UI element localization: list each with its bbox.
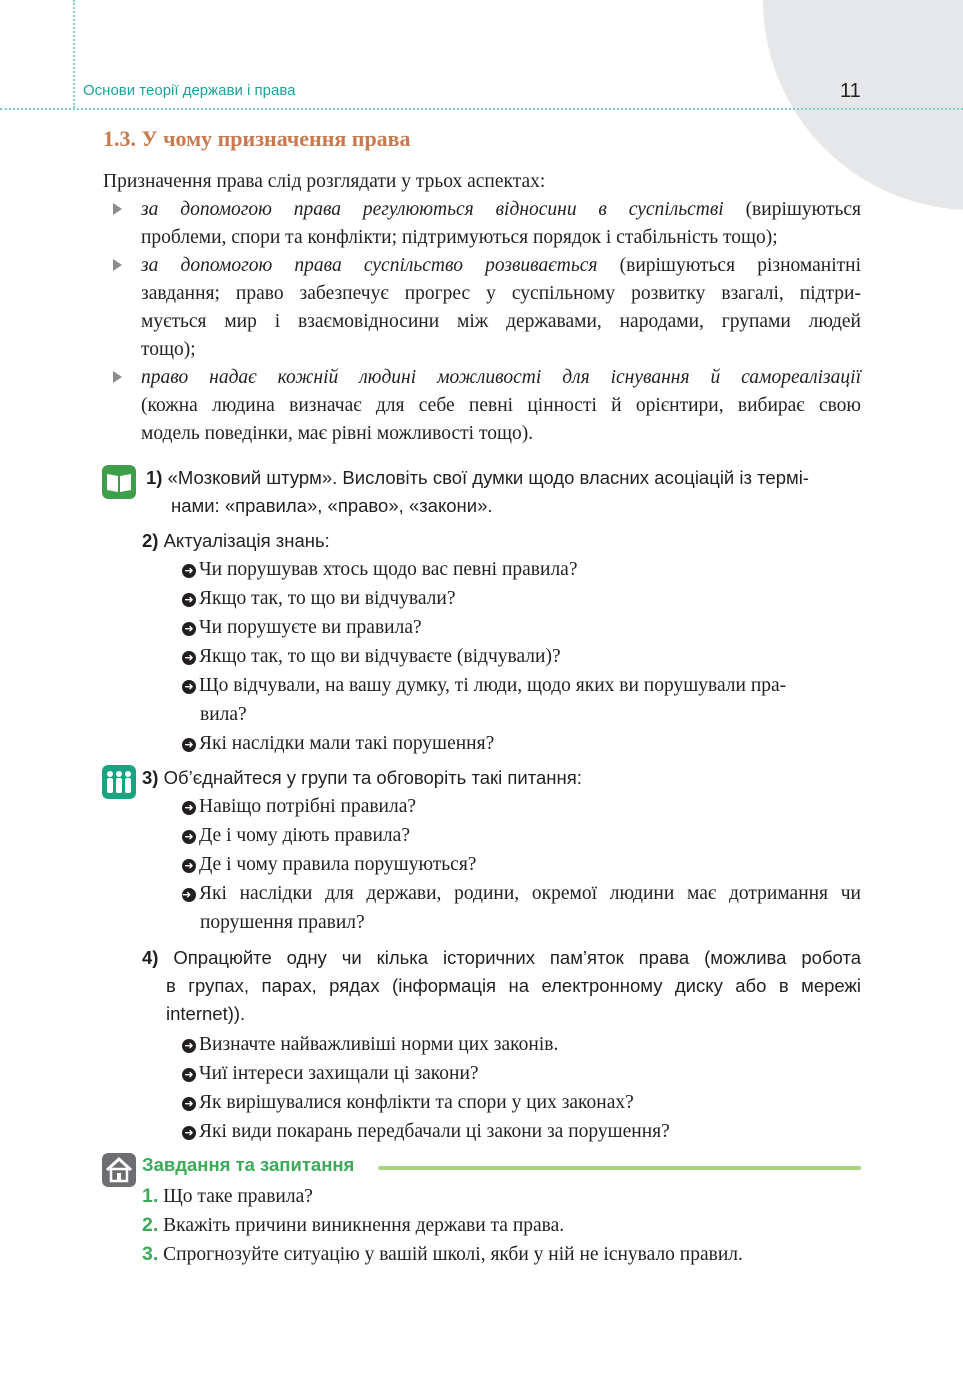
questions-title: Завдання та запитання	[142, 1154, 355, 1175]
circle-arrow-icon: ➜	[182, 651, 196, 665]
bullet-2-line-3: мується мир і взаємовідносини між державами, народами, групами людей	[141, 311, 861, 332]
task-2-q5: ➜ Що відчували, на вашу думку, ті люди, щодо яких ви порушували пра-	[182, 672, 786, 700]
task-4-line-1: 4) Опрацюйте одну чи кілька історичних пам’яток права (можлива робота	[142, 947, 861, 968]
task-4-line-3: internet)).	[166, 1003, 246, 1024]
circle-arrow-icon: ➜	[182, 1097, 196, 1111]
circle-arrow-icon: ➜	[182, 1039, 196, 1053]
task-2-heading: 2) Актуалізація знань:	[142, 530, 330, 551]
margin-guide	[73, 0, 75, 108]
bullet-triangle-icon	[113, 371, 122, 383]
bullet-3-line-3: модель поведінки, має рівні можливості тощо).	[141, 423, 534, 444]
bullet-2-line-1: за допомогою права суспільство розвивається (вирішуються різноманітні	[141, 255, 861, 276]
task-2-q4: ➜ Якщо так, то що ви відчуваєте (відчували)?	[182, 643, 561, 671]
bullet-1-line-1: за допомогою права регулюються відносини в суспільстві (вирішуються	[141, 199, 861, 220]
task-2-q2: ➜ Якщо так, то що ви відчували?	[182, 585, 456, 613]
task-4-q2: ➜ Чиї інтереси захищали ці закони?	[182, 1060, 479, 1088]
question-3: 3. Спрогнозуйте ситуацію у вашій школі, якби у ній не існувало правил.	[142, 1243, 743, 1265]
task-2-q3: ➜ Чи порушуєте ви правила?	[182, 614, 422, 642]
running-title: Основи теорії держави і права	[83, 82, 296, 99]
task-3-q4: ➜ Які наслідки для держави, родини, окремої людини має дотримання чи	[182, 883, 861, 904]
task-3-q4-cont: порушення правил?	[200, 912, 365, 933]
task-3-q1: ➜ Навіщо потрібні правила?	[182, 793, 416, 821]
circle-arrow-icon: ➜	[182, 593, 196, 607]
circle-arrow-icon: ➜	[182, 830, 196, 844]
section-title: 1.3. У чому призначення права	[103, 126, 411, 151]
task-3-q3: ➜ Де і чому правила порушуються?	[182, 851, 476, 879]
question-2: 2. Вкажіть причини виникнення держави та права.	[142, 1214, 565, 1236]
circle-arrow-icon: ➜	[182, 1068, 196, 1082]
task-3-heading: 3) Об’єднайтеся у групи та обговоріть такі питання:	[142, 767, 582, 788]
bullet-triangle-icon	[113, 203, 122, 215]
circle-arrow-icon: ➜	[182, 859, 196, 873]
task-1-line-1: 1) «Мозковий штурм». Висловіть свої думки щодо власних асоціацій із термі-	[146, 467, 809, 488]
bullet-2-line-4: тощо);	[141, 339, 196, 360]
circle-arrow-icon: ➜	[182, 738, 196, 752]
page-number: 11	[840, 80, 861, 102]
bullet-1-line-2: проблеми, спори та конфлікти; підтримуються порядок і стабільність тощо);	[141, 227, 778, 248]
task-2-q1: ➜ Чи порушував хтось щодо вас певні правила?	[182, 556, 578, 584]
question-1: 1. Що таке правила?	[142, 1185, 313, 1207]
task-3-q2: ➜ Де і чому діють правила?	[182, 822, 410, 850]
task-4-q3: ➜ Як вирішувалися конфлікти та спори у цих законах?	[182, 1089, 634, 1117]
circle-arrow-icon: ➜	[182, 1126, 196, 1140]
circle-arrow-icon: ➜	[182, 680, 196, 694]
home-icon	[102, 1153, 136, 1187]
corner-decoration	[763, 0, 963, 210]
open-book-icon	[102, 465, 136, 499]
bullet-3-line-1: право надає кожній людині можливості для існування й самореалізації	[141, 367, 861, 388]
task-4-q1: ➜ Визначте найважливіші норми цих законів.	[182, 1031, 558, 1059]
intro-text: Призначення права слід розглядати у трьох аспектах:	[103, 171, 546, 192]
task-2-q5-cont: вила?	[200, 704, 247, 725]
task-2-q6: ➜ Які наслідки мали такі порушення?	[182, 730, 494, 758]
questions-title-rule	[378, 1166, 861, 1170]
task-4-line-2: в групах, парах, рядах (інформація на електронному диску або в мережі	[166, 975, 861, 996]
circle-arrow-icon: ➜	[182, 801, 196, 815]
circle-arrow-icon: ➜	[182, 564, 196, 578]
group-people-icon	[102, 765, 136, 799]
bullet-triangle-icon	[113, 259, 122, 271]
header-rule	[0, 108, 963, 110]
bullet-2-line-2: завдання; право забезпечує прогрес у суспільному розвитку взагалі, підтри-	[141, 283, 861, 304]
circle-arrow-icon: ➜	[182, 622, 196, 636]
circle-arrow-icon: ➜	[182, 888, 196, 902]
task-4-q4: ➜ Які види покарань передбачали ці закони за порушення?	[182, 1118, 670, 1146]
task-1-line-2: нами: «правила», «право», «закони».	[171, 495, 493, 516]
bullet-3-line-2: (кожна людина визначає для себе певні цінності й орієнтири, вибирає свою	[141, 395, 861, 416]
